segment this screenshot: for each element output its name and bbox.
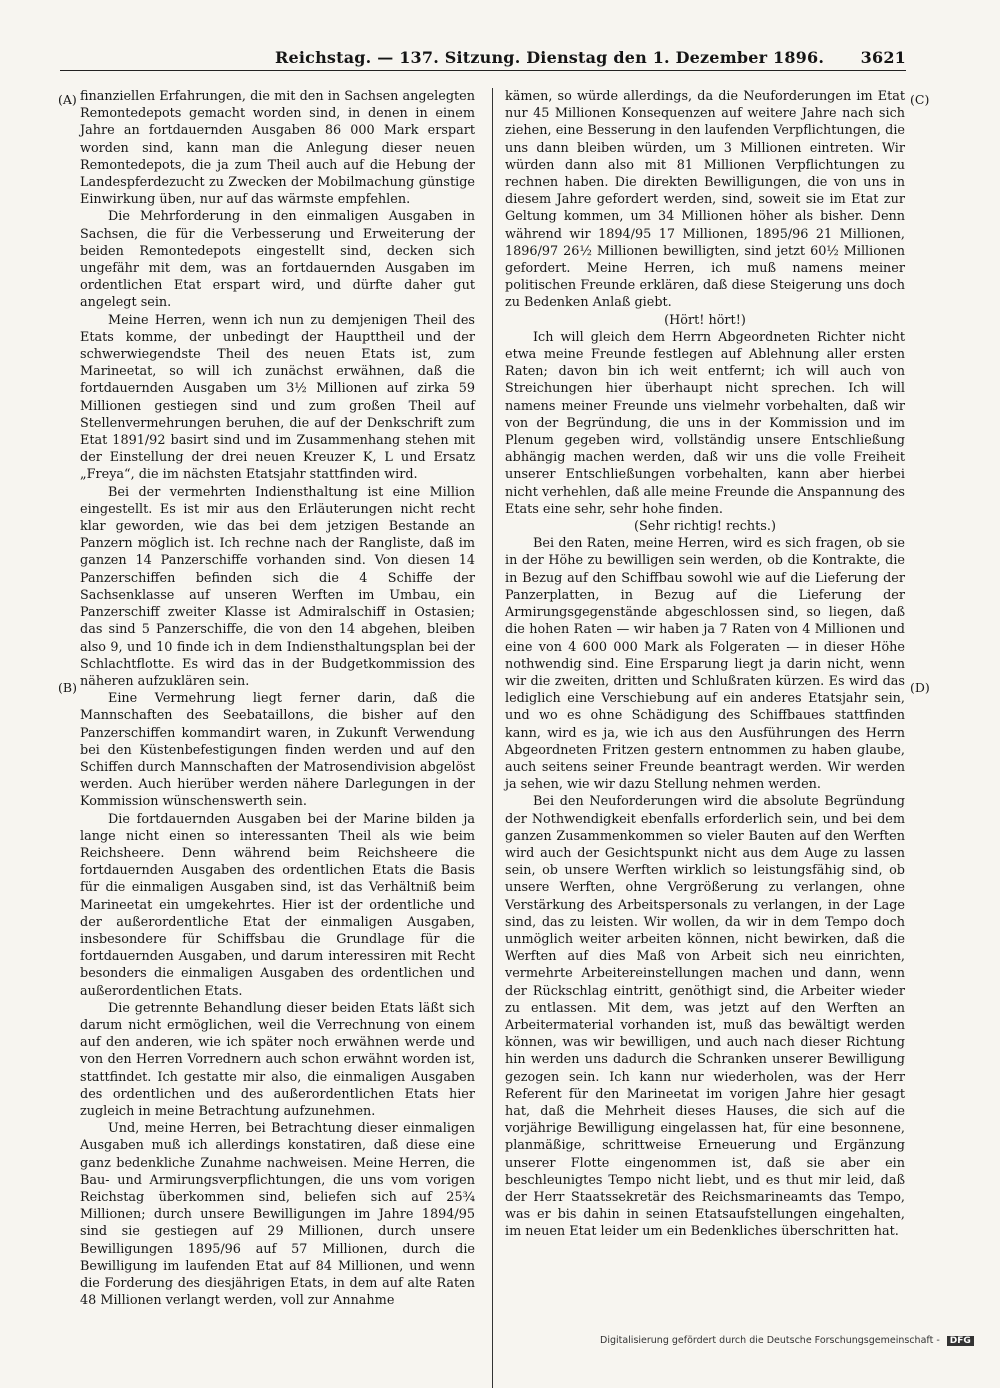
paragraph: Die getrennte Behandlung dieser beiden Etats läßt sich darum nicht ermöglichen, weil die Verrechnung von einem auf den anderen, wie ich später noch erwähnen werde und von den Herren Vorrednern auch schon erwähnt worden ist, stattfindet. Ich gestatte mir also, die einmaligen Ausgaben des ordentlichen und des außerordentlichen Etats hier zugleich in meine Betrachtung aufzunehmen. [80,1000,475,1119]
paragraph: kämen, so würde allerdings, da die Neuforderungen im Etat nur 45 Millionen Konsequenzen auf weitere Jahre nach sich ziehen, eine Besserung in den laufenden Verpflichtungen, die uns dann bleiben würden, um 3 Millionen eintreten. Wir würden dann also mit 81 Millionen Verpflichtungen zu rechnen haben. Die direkten Bewilligungen, die von uns in diesem Jahre gefordert werden, sind, soweit sie im Etat zur Geltung kommen, um 34 Millionen höher als bisher. Denn während wir 1894/95 17 Millionen, 1895/96 21 Millionen, 1896/97 26½ Millionen bewilligten, sind jetzt 60½ Millionen gefordert. Meine Herren, ich muß namens meiner politischen Freunde erklären, daß diese Steigerung uns doch zu Bedenken Anlaß giebt. [505,89,905,311]
running-title: Reichstag. — 137. Sitzung. Dienstag den 1. Dezember 1896. [275,48,825,67]
running-header [60,48,906,71]
dfg-logo: DFG [947,1336,974,1346]
footer-credit [600,1335,995,1351]
paragraph: Und, meine Herren, bei Betrachtung dieser einmaligen Ausgaben muß ich allerdings konstatiren, daß diese eine ganz bedenkliche Zunahme nachweisen. Meine Herren, die Bau- und Armirungsverpflichtungen, die uns vom vorigen Reichstag überkommen sind, beliefen sich auf 25¾ Millionen; durch unsere Bewilligungen im Jahre 1894/95 sind sie gestiegen auf 29 Millionen, durch unsere Bewilligungen 1895/96 auf 57 Millionen, durch die Bewilligung im laufenden Etat auf 84 Millionen, und wenn die Forderung des diesjährigen Etats, in dem auf alte Raten 48 Millionen verlangt werden, voll zur Annahme [80,1121,475,1309]
interjection: (Hört! hört!) [664,312,746,328]
paragraph: Die Mehrforderung in den einmaligen Ausgaben in Sachsen, die für die Verbesserung und Erweiterung der beiden Remontedepots eingestellt sind, decken sich ungefähr mit dem, was an fortdauernden Ausgaben im ordentlichen Etat erspart wird, und dürfte daher gut angelegt sein. [80,209,475,311]
paragraph: Bei den Neuforderungen wird die absolute Begründung der Nothwendigkeit ebenfalls erforderlich sein, und bei dem ganzen Zusammenkommen so vieler Bauten auf den Werften wird auch der Gesichtspunkt nicht aus dem Auge zu lassen sein, ob unsere Werften wirklich so leistungsfähig sind, ob unsere Werften, ohne Vergrößerung zu verlangen, ohne Verstärkung des Arbeitspersonals zu verlangen, in der Lage sind, das zu leisten. Wir wollen, da wir in dem Tempo doch unmöglich weiter arbeiten können, nicht bewirken, daß die Werften auf dies Maß von Arbeit sich neu einrichten, vermehrte Arbeitereinstellungen machen und dann, wenn der Rückschlag eintritt, genöthigt sind, die Arbeiter wieder zu entlassen. Mit dem, was jetzt auf den Werften an Arbeitermaterial vorhanden ist, muß das bewältigt werden können, was wir bewilligen, und auch nach dieser Richtung hin werden uns dadurch die Schranken unserer Bewilligung gezogen sein. Ich kann nur wiederholen, was der Herr Referent für den Marineetat im vorigen Jahre hier gesagt hat, daß die Mehrheit dieses Hauses, die sich auf die vorjährige Bewilligung eingelassen hat, für eine besonnene, planmäßige, schrittweise Erneuerung und Ergänzung unserer Flotte eingenommen ist, daß sie aber ein beschleunigtes Tempo nicht liebt, und es thut mir leid, daß der Herr Staatssekretär des Reichsmarineamts das Tempo, was er bis dahin in seinen Etatsaufstellungen eingehalten, im neuen Etat leider um ein Bedenkliches überschritten hat. [505,794,905,1240]
margin-marker-d: (D) [910,680,930,695]
interjection: (Sehr richtig! rechts.) [634,519,776,535]
paragraph: finanziellen Erfahrungen, die mit den in Sachsen angelegten Remontedepots gemacht worden sind, in denen in einem Jahre an fortdauernden Ausgaben 86 000 Mark erspart worden sind, kann man die Anlegung dieser neuen Remontedepots, die ja zum Theil auch auf die Hebung der Landespferdezucht zu Zwecken der Mobilmachung günstige Einwirkung üben, nur auf das wärmste empfehlen. [80,89,475,208]
paragraph: Meine Herren, wenn ich nun zu demjenigen Theil des Etats komme, der unbedingt der Haupttheil und der schwerwiegendste Theil des neuen Etats ist, zum Marineetat, so will ich zunächst erwähnen, daß die fortdauernden Ausgaben um 3½ Millionen auf zirka 59 Millionen gestiegen sind und zum großen Theil auf Stellenvermehrungen beruhen, die auf der Denkschrift zum Etat 1891/92 basirt sind und im Zusammenhang stehen mit der Einstellung der drei neuen Kreuzer K, L und Ersatz „Freya“, die im nächsten Etatsjahr stattfinden wird. [80,312,475,483]
paragraph: Bei der vermehrten Indiensthaltung ist eine Million eingestellt. Es ist mir aus den Erläuterungen nicht recht klar geworden, wie das bei dem jetzigen Bestande an Panzern möglich ist. Ich rechne nach der Rangliste, daß im ganzen 14 Panzerschiffe vorhanden sind. Von diesen 14 Panzerschiffen befinden sich die 4 Schiffe der Sachsenklasse auf unseren Werften im Umbau, ein Panzerschiff zweiter Klasse ist Admiralschiff in Ostasien; das sind 5 Panzerschiffe, die von den 14 abgehen, bleiben also 9, und 10 finde ich in dem Indiensthaltungsplan bei der Schlachtflotte. Es wird das in der Budgetkommission des näheren aufzuklären sein. [80,484,475,689]
margin-marker-b: (B) [58,680,77,695]
paragraph: Bei den Raten, meine Herren, wird es sich fragen, ob sie in der Höhe zu bewilligen sein werden, ob die Kontrakte, die in Bezug auf den Schiffbau sowohl wie auf die Lieferung der Panzerplatten, in Bezug auf die Lieferung der Armirungsgegenstände abgeschlossen sind, so liegen, daß die hohen Raten — wir haben ja 7 Raten von 4 Millionen und eine von 4 600 000 Mark als Folgeraten — in dieser Höhe nothwendig sind. Eine Ersparung liegt ja darin nicht, wenn wir die zweiten, dritten und Schlußraten kürzen. Es wird das lediglich eine Verschiebung auf ein anderes Etatsjahr sein, und wo es ohne Schädigung des Schiffbaues stattfinden kann, wird es ja, wie ich aus den Ausführungen des Herrn Abgeordneten Fritzen gestern entnommen zu haben glaube, auch seitens seiner Freunde beantragt werden. Wir werden ja sehen, wie wir dazu Stellung nehmen werden. [505,536,905,793]
footer-text: Digitalisierung gefördert durch die Deutsche Forschungsgemeinschaft - [600,1335,940,1346]
margin-marker-a: (A) [58,92,77,107]
page-number: 3621 [860,48,906,67]
paragraph: Die fortdauernden Ausgaben bei der Marine bilden ja lange nicht einen so interessanten Theil als wie beim Reichsheere. Denn während beim Reichsheere die fortdauernden Ausgaben des ordentlichen Etats die Basis für die einmaligen Ausgaben sind, ist das Verhältniß beim Marineetat ein umgekehrtes. Hier ist der ordentliche und der außerordentliche Etat der einmaligen Ausgaben, insbesondere für Schiffsbau die Grundlage für die fortdauernden Ausgaben, und darum interessiren mit Recht besonders die einmaligen Ausgaben des ordentlichen und außerordentlichen Etats. [80,811,475,999]
paragraph: Ich will gleich dem Herrn Abgeordneten Richter nicht etwa meine Freunde festlegen auf Ablehnung aller ersten Raten; davon bin ich weit entfernt; ich will auch von Streichungen hier überhaupt nicht sprechen. Ich will namens meiner Freunde uns vielmehr vorbehalten, daß wir von der Begründung, die uns in der Kommission und im Plenum gegeben wird, vollständig unsere Entschließung abhängig machen werden, daß wir uns die volle Freiheit unserer Entschließungen vorbehalten, kann aber hierbei nicht verhehlen, daß alle meine Freunde die Anspannung des Etats eine sehr, sehr hohe finden. [505,329,905,517]
column-divider [492,88,493,1388]
margin-marker-c: (C) [910,92,930,107]
right-column [505,88,905,1241]
paragraph: Eine Vermehrung liegt ferner darin, daß die Mannschaften des Seebataillons, die bisher auf den Panzerschiffen kommandirt waren, in Zukunft Verwendung bei den Küstenbefestigungen finden werden und auf den Schiffen durch Mannschaften der Matrosendivision abgelöst werden. Auch hierüber werden nähere Darlegungen in der Kommission wünschenswerth sein. [80,691,475,810]
left-column [80,88,475,1309]
